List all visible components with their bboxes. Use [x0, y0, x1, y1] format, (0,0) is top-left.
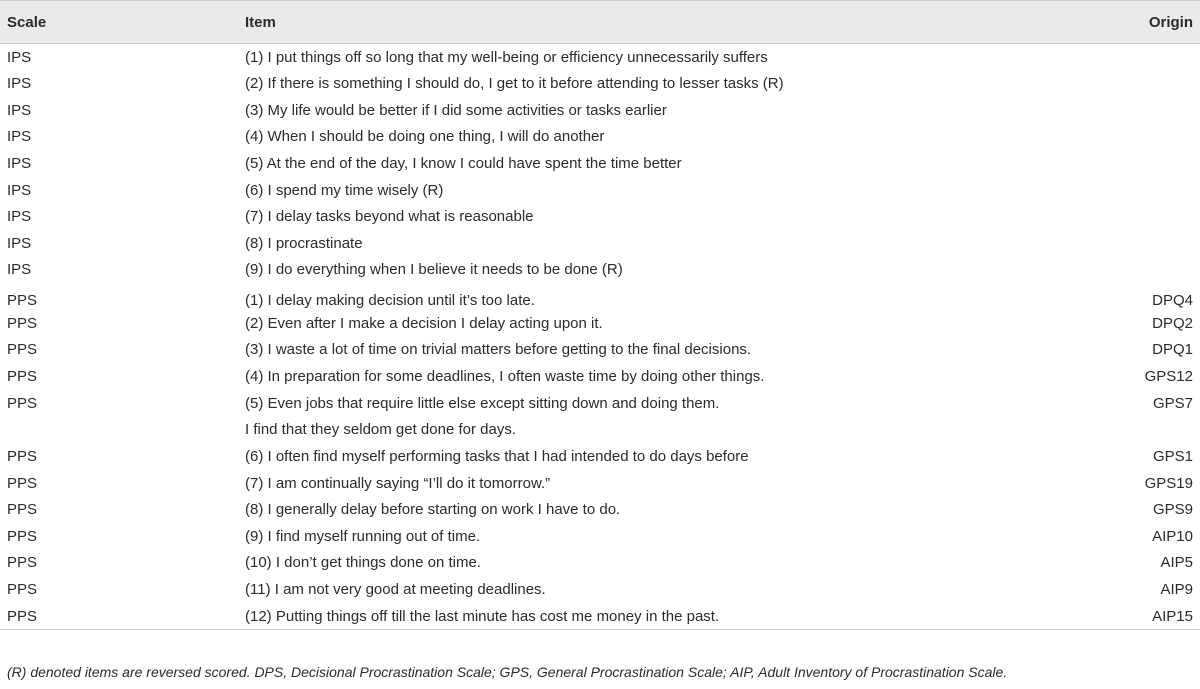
cell-origin: GPS12	[1144, 368, 1193, 385]
cell-scale: PPS	[7, 527, 38, 545]
table-row	[0, 576, 1200, 603]
cell-scale: PPS	[7, 501, 38, 519]
cell-item: (7) I am continually saying “I’ll do it tomorrow.”	[245, 474, 551, 492]
cell-scale: IPS	[7, 154, 32, 172]
table-row	[0, 97, 1200, 124]
cell-item: (3) I waste a lot of time on trivial matters before getting to the final decisions.	[245, 341, 752, 359]
cell-scale: IPS	[7, 234, 32, 252]
table-row	[0, 150, 1200, 177]
header-item: Item	[238, 1, 1100, 44]
cell-item: (2) Even after I make a decision I delay acting upon it.	[245, 314, 603, 332]
table-row	[0, 550, 1200, 577]
table-row	[0, 70, 1200, 97]
cell-scale: PPS	[7, 341, 38, 359]
table-footnote: (R) denoted items are reversed scored. DPS, Decisional Procrastination Scale; GPS, General Procrastination Scale; AIP, Adult Inventory of Procrastination Scale.	[7, 664, 1008, 680]
cell-item: (1) I put things off so long that my well-being or efficiency unnecessarily suffers	[245, 48, 768, 66]
table-row	[0, 283, 1200, 310]
table-row	[0, 257, 1200, 284]
cell-origin: AIP5	[1160, 554, 1193, 572]
cell-item: (6) I spend my time wisely (R)	[245, 181, 444, 199]
cell-scale: IPS	[7, 208, 32, 226]
table-row	[0, 523, 1200, 550]
cell-origin	[1100, 150, 1200, 177]
cell-item: (4) In preparation for some deadlines, I often waste time by doing other things.	[245, 368, 765, 385]
table-row	[0, 310, 1200, 337]
cell-scale: IPS	[7, 74, 32, 92]
cell-scale: PPS	[7, 447, 38, 465]
table-row	[0, 363, 1200, 390]
table-row	[0, 337, 1200, 364]
cell-origin	[1100, 203, 1200, 230]
cell-item: (10) I don’t get things done on time.	[245, 554, 481, 572]
table-row	[0, 603, 1200, 630]
cell-origin: GPS19	[1144, 474, 1193, 492]
cell-item: (8) I generally delay before starting on work I have to do.	[245, 501, 621, 519]
cell-origin	[1100, 123, 1200, 150]
cell-origin: DPQ4	[1152, 292, 1193, 310]
cell-scale: PPS	[7, 554, 38, 572]
table-row	[0, 496, 1200, 523]
table-row	[0, 177, 1200, 204]
cell-origin	[1100, 230, 1200, 257]
cell-origin: DPQ2	[1152, 314, 1193, 332]
cell-item: (4) When I should be doing one thing, I will do another	[245, 128, 605, 146]
table-row	[0, 203, 1200, 230]
cell-scale	[0, 416, 238, 443]
table-body	[0, 44, 1200, 630]
table-row	[0, 390, 1200, 417]
table-row	[0, 44, 1200, 71]
cell-item: (1) I delay making decision until it’s too late.	[245, 292, 535, 310]
cell-item: (3) My life would be better if I did some activities or tasks earlier	[245, 101, 667, 119]
cell-scale: IPS	[7, 261, 32, 279]
cell-scale: PPS	[7, 394, 38, 412]
cell-origin	[1100, 44, 1200, 71]
cell-item: (5) Even jobs that require little else except sitting down and doing them.	[245, 394, 720, 412]
header-origin: Origin	[1100, 1, 1200, 44]
table-row	[0, 123, 1200, 150]
table-header-row	[0, 1, 1200, 44]
cell-origin: AIP15	[1100, 603, 1200, 630]
cell-scale: IPS	[7, 48, 32, 66]
cell-origin	[1100, 97, 1200, 124]
cell-item: (5) At the end of the day, I know I could have spent the time better	[245, 154, 682, 172]
table-row	[0, 443, 1200, 470]
cell-scale: PPS	[0, 603, 238, 630]
cell-origin	[1100, 177, 1200, 204]
cell-origin: AIP9	[1160, 581, 1193, 599]
cell-item: (6) I often find myself performing tasks that I had intended to do days before	[245, 447, 749, 465]
cell-item: (9) I find myself running out of time.	[245, 527, 481, 545]
cell-origin: GPS7	[1152, 394, 1193, 412]
cell-scale: PPS	[7, 292, 38, 310]
cell-item: I find that they seldom get done for days.	[245, 421, 516, 439]
cell-scale: PPS	[7, 314, 38, 332]
cell-origin: AIP10	[1152, 527, 1193, 545]
cell-item: (12) Putting things off till the last minute has cost me money in the past.	[238, 603, 1100, 630]
cell-origin: GPS9	[1152, 501, 1193, 519]
cell-origin: GPS1	[1152, 447, 1193, 465]
table-row	[0, 230, 1200, 257]
cell-item: (11) I am not very good at meeting deadlines.	[245, 581, 546, 599]
cell-origin	[1100, 257, 1200, 284]
table-row	[0, 470, 1200, 497]
cell-scale: IPS	[7, 128, 32, 146]
cell-scale: PPS	[7, 474, 38, 492]
cell-scale: IPS	[7, 181, 32, 199]
cell-origin	[1100, 70, 1200, 97]
cell-scale: PPS	[7, 368, 38, 385]
header-scale: Scale	[0, 1, 238, 44]
cell-item: (2) If there is something I should do, I get to it before attending to lesser tasks (R)	[245, 74, 784, 92]
cell-scale: IPS	[7, 101, 32, 119]
cell-origin: DPQ1	[1152, 341, 1193, 359]
table-row	[0, 416, 1200, 443]
cell-origin	[1100, 416, 1200, 443]
cell-item: (7) I delay tasks beyond what is reasonable	[245, 208, 534, 226]
cell-item: (9) I do everything when I believe it needs to be done (R)	[245, 261, 623, 279]
cell-item: (8) I procrastinate	[245, 234, 363, 252]
cell-scale: PPS	[7, 581, 38, 599]
